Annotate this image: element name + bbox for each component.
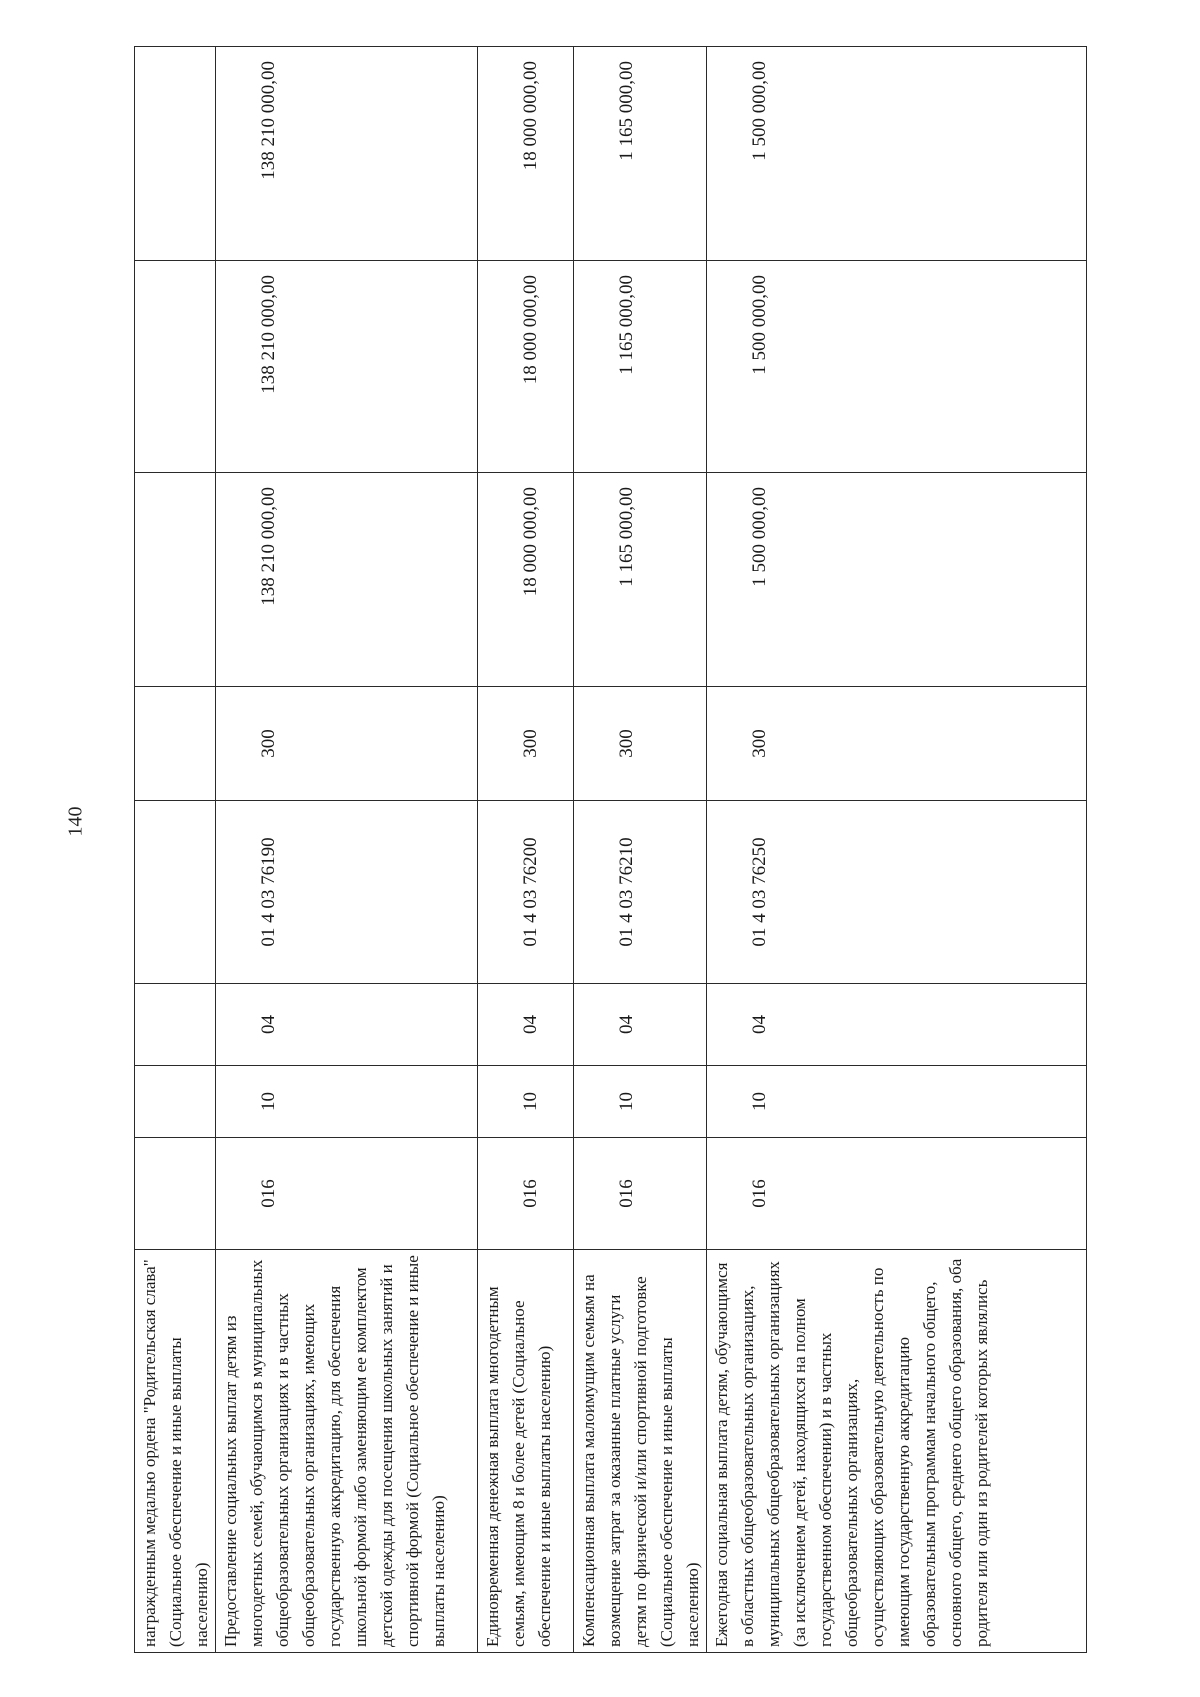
amount-cell: 138 210 000,00 — [216, 473, 478, 687]
subsection-cell: 04 — [478, 984, 574, 1066]
expense-type-cell: 300 — [478, 687, 574, 801]
table-row — [574, 47, 707, 1653]
section-cell: 10 — [478, 1066, 574, 1138]
ministry-cell — [135, 1138, 216, 1250]
page-number: 140 — [64, 806, 87, 837]
amount-cell: 138 210 000,00 — [216, 261, 478, 473]
table-row — [707, 47, 1087, 1653]
subsection-cell: 04 — [707, 984, 1087, 1066]
section-cell: 10 — [216, 1066, 478, 1138]
subsection-cell — [135, 984, 216, 1066]
target-code-cell: 01 4 03 76210 — [574, 801, 707, 984]
target-code-cell: 01 4 03 76250 — [707, 801, 1087, 984]
ministry-cell: 016 — [478, 1138, 574, 1250]
table-row — [135, 47, 216, 1653]
subsection-cell: 04 — [574, 984, 707, 1066]
amount-cell: 1 500 000,00 — [707, 261, 1087, 473]
subsection-cell: 04 — [216, 984, 478, 1066]
expense-type-cell: 300 — [574, 687, 707, 801]
expense-type-cell — [135, 687, 216, 801]
section-cell: 10 — [574, 1066, 707, 1138]
amount-cell: 18 000 000,00 — [478, 47, 574, 261]
amount-cell: 1 500 000,00 — [707, 47, 1087, 261]
ministry-cell: 016 — [216, 1138, 478, 1250]
expense-type-cell: 300 — [707, 687, 1087, 801]
ministry-cell: 016 — [707, 1138, 1087, 1250]
table-row — [478, 47, 574, 1653]
description-cell: Компенсационная выплата малоимущим семьям на возмещение затрат за оказанные платные услуги детям по физической и/или спортивной подготовке (Социальное обеспечение и иные выплаты населению) — [574, 1250, 707, 1653]
target-code-cell: 01 4 03 76190 — [216, 801, 478, 984]
table-row — [216, 47, 478, 1653]
description-cell: Ежегодная социальная выплата детям, обучающимся в областных общеобразовательных организациях, муниципальных общеобразовательных организациях (за исключением детей, находящихся на полном государственном обеспечении) и в частных общеобразовательных организациях, осуществляющих образовательную деятельность по имеющим государственную аккредитацию образовательным программам начального общего, основного общего, среднего общего образования, оба родителя или один из родителей которых являлись — [707, 1250, 1087, 1653]
amount-cell — [135, 261, 216, 473]
amount-cell — [135, 473, 216, 687]
expense-type-cell: 300 — [216, 687, 478, 801]
target-code-cell — [135, 801, 216, 984]
section-cell: 10 — [707, 1066, 1087, 1138]
ministry-cell: 016 — [574, 1138, 707, 1250]
amount-cell: 138 210 000,00 — [216, 47, 478, 261]
budget-table — [134, 46, 1087, 1653]
description-cell: Единовременная денежная выплата многодетным семьям, имеющим 8 и более детей (Социальное обеспечение и иные выплаты населению) — [478, 1250, 574, 1653]
description-cell: Предоставление социальных выплат детям из многодетных семей, обучающимся в муниципальных общеобразовательных организациях и в частных общеобразовательных организациях, имеющих государственную аккредитацию, для обеспечения школьной формой либо заменяющим ее комплектом детской одежды для посещения школьных занятий и спортивной формой (Социальное обеспечение и иные выплаты населению) — [216, 1250, 478, 1653]
section-cell — [135, 1066, 216, 1138]
amount-cell: 1 165 000,00 — [574, 473, 707, 687]
rotated-page-content — [134, 47, 1080, 1653]
amount-cell: 1 500 000,00 — [707, 473, 1087, 687]
amount-cell: 1 165 000,00 — [574, 47, 707, 261]
amount-cell — [135, 47, 216, 261]
amount-cell: 1 165 000,00 — [574, 261, 707, 473]
amount-cell: 18 000 000,00 — [478, 261, 574, 473]
target-code-cell: 01 4 03 76200 — [478, 801, 574, 984]
description-cell: награжденным медалью ордена "Родительская слава" (Социальное обеспечение и иные выплаты населению) — [135, 1250, 216, 1653]
amount-cell: 18 000 000,00 — [478, 473, 574, 687]
